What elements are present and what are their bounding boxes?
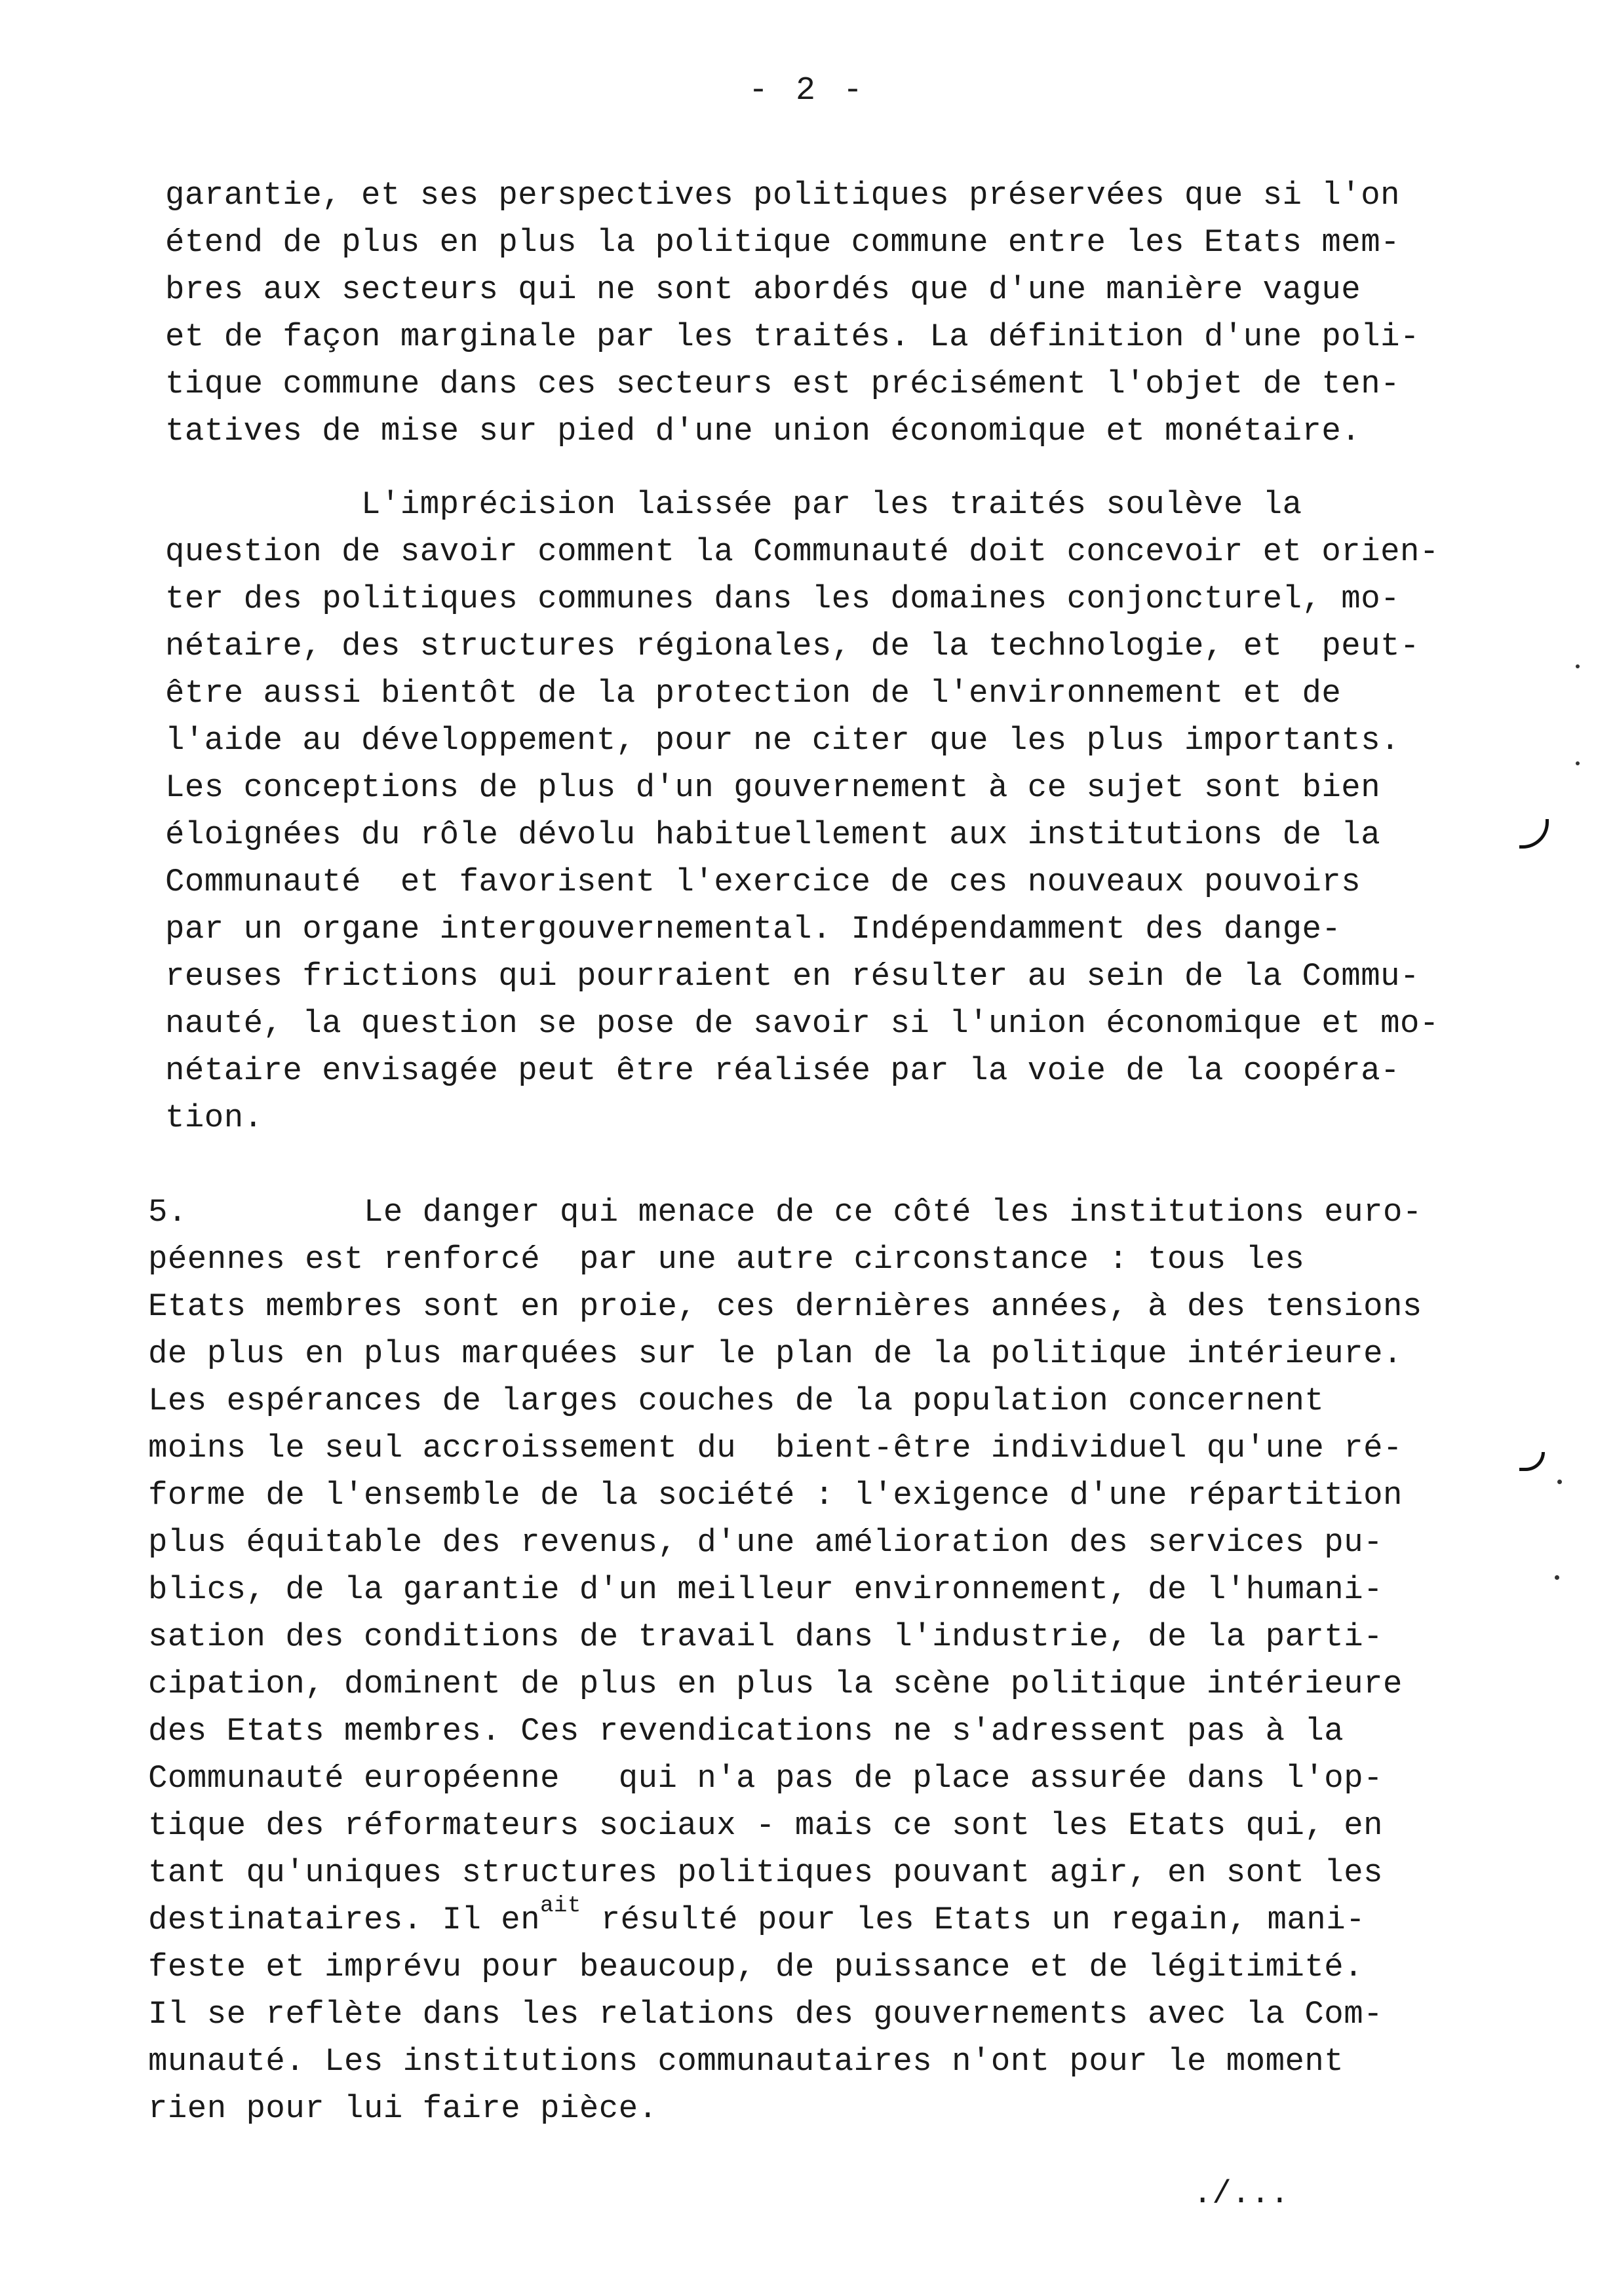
text-line: garantie, et ses perspectives politiques préservées que si l'on xyxy=(165,177,1401,214)
margin-curve-mark xyxy=(1519,1452,1545,1471)
text-line: être aussi bientôt de la protection de l'environnement et de xyxy=(165,675,1342,712)
continuation-marker: ./... xyxy=(1193,2175,1290,2212)
margin-dot xyxy=(1576,664,1580,668)
page-number: - 2 - xyxy=(748,72,867,109)
text-line: tique commune dans ces secteurs est précisément l'objet de ten- xyxy=(165,366,1401,402)
text-line: péennes est renforcé par une autre circonstance : tous les xyxy=(148,1241,1305,1278)
text-segment: résulté pour les Etats un regain, mani- xyxy=(581,1902,1366,1938)
margin-curve-mark xyxy=(1519,819,1549,849)
text-line: L'imprécision laissée par les traités soulève la xyxy=(165,486,1302,523)
text-line: l'aide au développement, pour ne citer que les plus importants. xyxy=(165,722,1401,759)
text-line: par un organe intergouvernemental. Indépendamment des dange- xyxy=(165,911,1342,947)
text-line: et de façon marginale par les traités. La définition d'une poli- xyxy=(165,318,1420,355)
text-line: nétaire, des structures régionales, de la technologie, et peut- xyxy=(165,628,1420,664)
text-line: Les espérances de larges couches de la population concernent xyxy=(148,1383,1325,1419)
text-line: blics, de la garantie d'un meilleur environnement, de l'humani- xyxy=(148,1571,1384,1608)
text-line: 5. Le danger qui menace de ce côté les institutions euro- xyxy=(148,1194,1422,1231)
text-line: étend de plus en plus la politique commune entre les Etats mem- xyxy=(165,224,1401,261)
text-line: feste et imprévu pour beaucoup, de puissance et de légitimité. xyxy=(148,1949,1364,1985)
text-line: tatives de mise sur pied d'une union économique et monétaire. xyxy=(165,413,1361,450)
text-line: éloignées du rôle dévolu habituellement aux institutions de la xyxy=(165,816,1381,853)
text-line: de plus en plus marquées sur le plan de la politique intérieure. xyxy=(148,1335,1403,1372)
margin-dot xyxy=(1576,761,1580,765)
text-line: munauté. Les institutions communautaires n'ont pour le moment xyxy=(148,2043,1344,2080)
text-line: rien pour lui faire pièce. xyxy=(148,2090,658,2127)
text-line: Communauté et favorisent l'exercice de ces nouveaux pouvoirs xyxy=(165,864,1361,900)
margin-dot xyxy=(1557,1480,1562,1484)
text-line: cipation, dominent de plus en plus la scène politique intérieure xyxy=(148,1666,1403,1702)
text-line: reuses frictions qui pourraient en résulter au sein de la Commu- xyxy=(165,958,1420,995)
text-line: moins le seul accroissement du bient-être individuel qu'une ré- xyxy=(148,1430,1403,1466)
text-line: question de savoir comment la Communauté doit concevoir et orien- xyxy=(165,533,1439,570)
text-line-with-superscript xyxy=(148,1894,1366,1943)
text-line: tique des réformateurs sociaux - mais ce sont les Etats qui, en xyxy=(148,1807,1384,1844)
text-line: nétaire envisagée peut être réalisée par la voie de la coopéra- xyxy=(165,1052,1401,1089)
text-line: forme de l'ensemble de la société : l'exigence d'une répartition xyxy=(148,1477,1403,1514)
text-line: Il se reflète dans les relations des gouvernements avec la Com- xyxy=(148,1996,1384,2033)
text-segment: destinataires. Il en xyxy=(148,1902,541,1938)
text-line: plus équitable des revenus, d'une amélioration des services pu- xyxy=(148,1524,1384,1561)
text-line: bres aux secteurs qui ne sont abordés que d'une manière vague xyxy=(165,271,1361,308)
text-line: Communauté européenne qui n'a pas de place assurée dans l'op- xyxy=(148,1760,1384,1797)
text-line: Etats membres sont en proie, ces dernières années, à des tensions xyxy=(148,1288,1422,1325)
text-line: tant qu'uniques structures politiques pouvant agir, en sont les xyxy=(148,1854,1384,1891)
superscript-insertion: ait xyxy=(540,1894,581,1919)
text-line: des Etats membres. Ces revendications ne s'adressent pas à la xyxy=(148,1713,1344,1750)
text-line: nauté, la question se pose de savoir si l'union économique et mo- xyxy=(165,1005,1439,1042)
text-line: ter des politiques communes dans les domaines conjoncturel, mo- xyxy=(165,581,1401,617)
text-line: sation des conditions de travail dans l'industrie, de la parti- xyxy=(148,1618,1384,1655)
margin-dot xyxy=(1555,1575,1559,1580)
text-line: tion. xyxy=(165,1100,263,1136)
text-line: Les conceptions de plus d'un gouvernement à ce sujet sont bien xyxy=(165,769,1381,806)
